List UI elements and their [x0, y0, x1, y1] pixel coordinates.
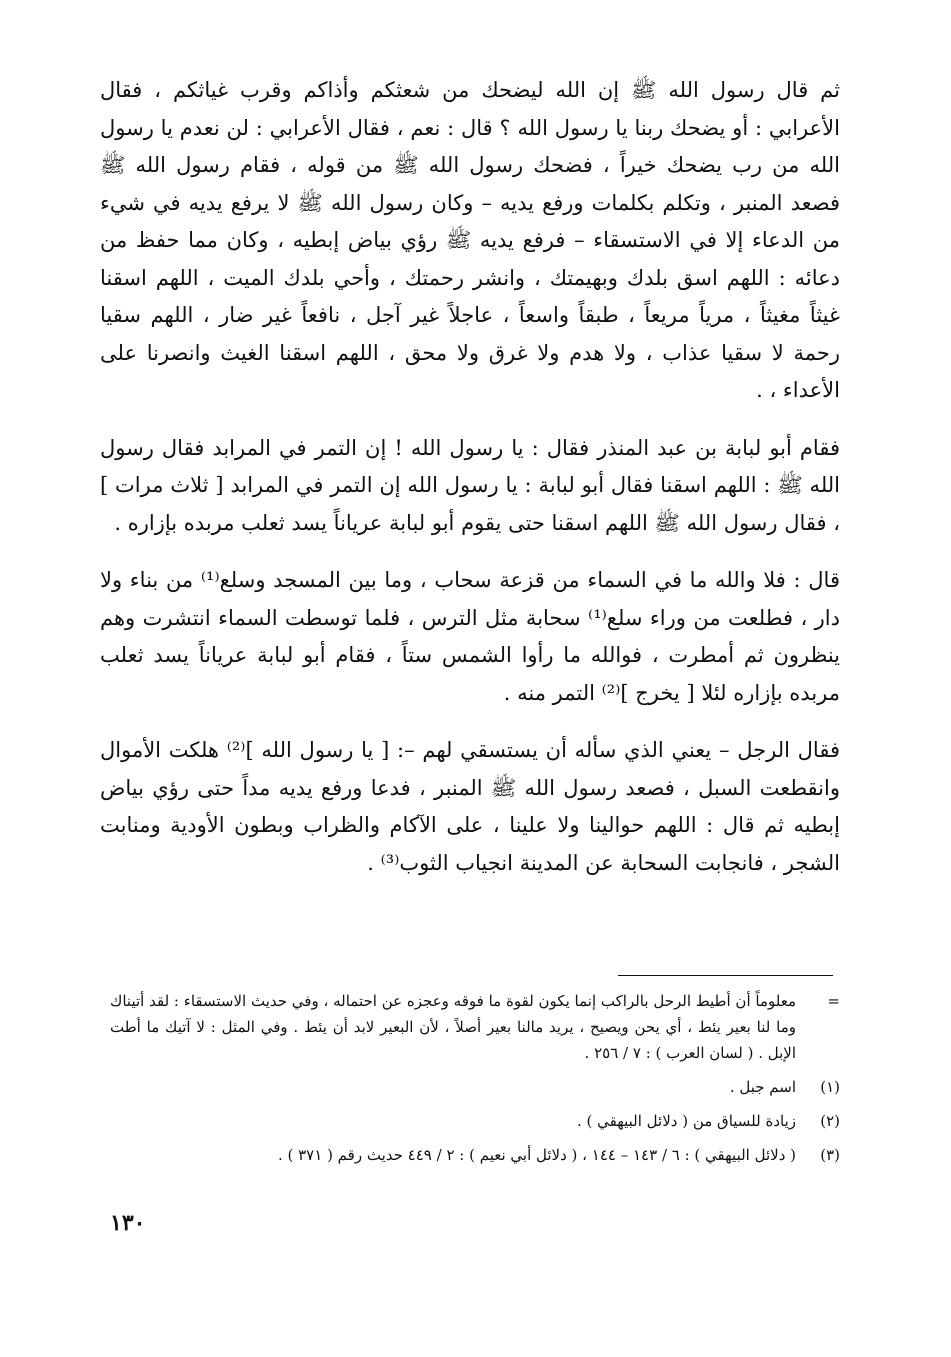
footnote-number: (٢) — [820, 1112, 840, 1130]
footnote-1 — [110, 1074, 840, 1100]
footnote-separator — [618, 975, 833, 976]
footnote-text: ( دلائل البيهقي ) : ٦ / ١٤٣ – ١٤٤ ، ( دلائل أبي نعيم ) : ٢ / ٤٤٩ حديث رقم ( ٣٧١ ) . — [277, 1146, 796, 1164]
continuation-marker: = — [827, 992, 840, 1010]
footnote-2 — [110, 1108, 840, 1134]
footnote-number: (١) — [820, 1078, 840, 1096]
paragraph-4: فقال الرجل – يعني الذي سأله أن يستسقي لهم –: [ يا رسول الله ]⁽²⁾ هلكت الأموال وانقطعت السبل ، فصعد رسول الله ﷺ المنبر ، فدعا ورفع يديه مداً حتى رؤي بياض إبطيه ثم قال : اللهم حوالينا ولا علينا ، على الآكام والظراب وبطون الأودية ومنابت الشجر ، فانجابت السحابة عن المدينة انجياب الثوب⁽³⁾ . — [100, 738, 840, 875]
paragraph-1: ثم قال رسول الله ﷺ إن الله ليضحك من شعثكم وأذاكم وقرب غياثكم ، فقال الأعرابي : أو يضحك ربنا يا رسول الله ؟ قال : نعم ، فقال الأعرابي : لن نعدم يا رسول الله من رب يضحك خيراً ، فضحك رسول الله ﷺ من قوله ، فقام رسول الله ﷺ فصعد المنبر ، وتكلم بكلمات ورفع يديه – وكان رسول الله ﷺ لا يرفع يديه في شيء من الدعاء إلا في الاستسقاء – فرفع يديه ﷺ رؤي بياض إبطيه ، وكان مما حفظ من دعائه : اللهم اسق بلدك وبهيمتك ، وانشر رحمتك ، وأحي بلدك الميت ، اللهم اسقنا غيثاً مغيثاً ، مرياً مريعاً ، طبقاً واسعاً ، عاجلاً غير آجل ، نافعاً غير ضار ، اللهم سقيا رحمة لا سقيا عذاب ، ولا هدم ولا غرق ولا محق ، اللهم اسقنا الغيث وانصرنا على الأعداء ، . — [100, 78, 840, 402]
paragraph-2: فقام أبو لبابة بن عبد المنذر فقال : يا رسول الله ! إن التمر في المرابد فقال رسول الله ﷺ : اللهم اسقنا فقال أبو لبابة : يا رسول الله إن التمر في المرابد [ ثلاث مرات ] ، فقال رسول الله ﷺ اللهم اسقنا حتى يقوم أبو لبابة عرياناً يسد ثعلب مربده بإزاره . — [100, 435, 840, 535]
footnote-text: زيادة للسياق من ( دلائل البيهقي ) . — [576, 1112, 796, 1130]
continuation-text: معلوماً أن أطيط الرحل بالراكب إنما يكون لقوة ما فوقه وعجزه عن احتماله ، وفي حديث الاستسقاء : لقد أتيناك وما لنا بعير يئط ، أي يحن ويصيح ، يريد مالنا بعير أصلاً ، لأن البعير لابد أن يئط . وفي المثل : لا آتيك ما أطت الإبل . ( لسان العرب ) : ٧ / ٢٥٦ . — [110, 992, 796, 1062]
main-text — [100, 72, 840, 882]
page-number: ١٣٠ — [110, 1210, 146, 1236]
footnote-number: (٣) — [820, 1146, 840, 1164]
footnote-continuation — [110, 988, 840, 1066]
footnote-text: اسم جبل . — [729, 1078, 796, 1096]
paragraph-3: قال : فلا والله ما في السماء من قزعة سحاب ، وما بين المسجد وسلع⁽¹⁾ من بناء ولا دار ، فطلعت من وراء سلع⁽¹⁾ سحابة مثل الترس ، فلما توسطت السماء انتشرت وهم ينظرون ثم أمطرت ، فوالله ما رأوا الشمس ستاً ، فقام أبو لبابة عرياناً يسد ثعلب مربده بإزاره لئلا [ يخرج ]⁽²⁾ التمر منه . — [100, 568, 840, 705]
footnote-3 — [110, 1142, 840, 1168]
footnotes — [110, 988, 840, 1168]
